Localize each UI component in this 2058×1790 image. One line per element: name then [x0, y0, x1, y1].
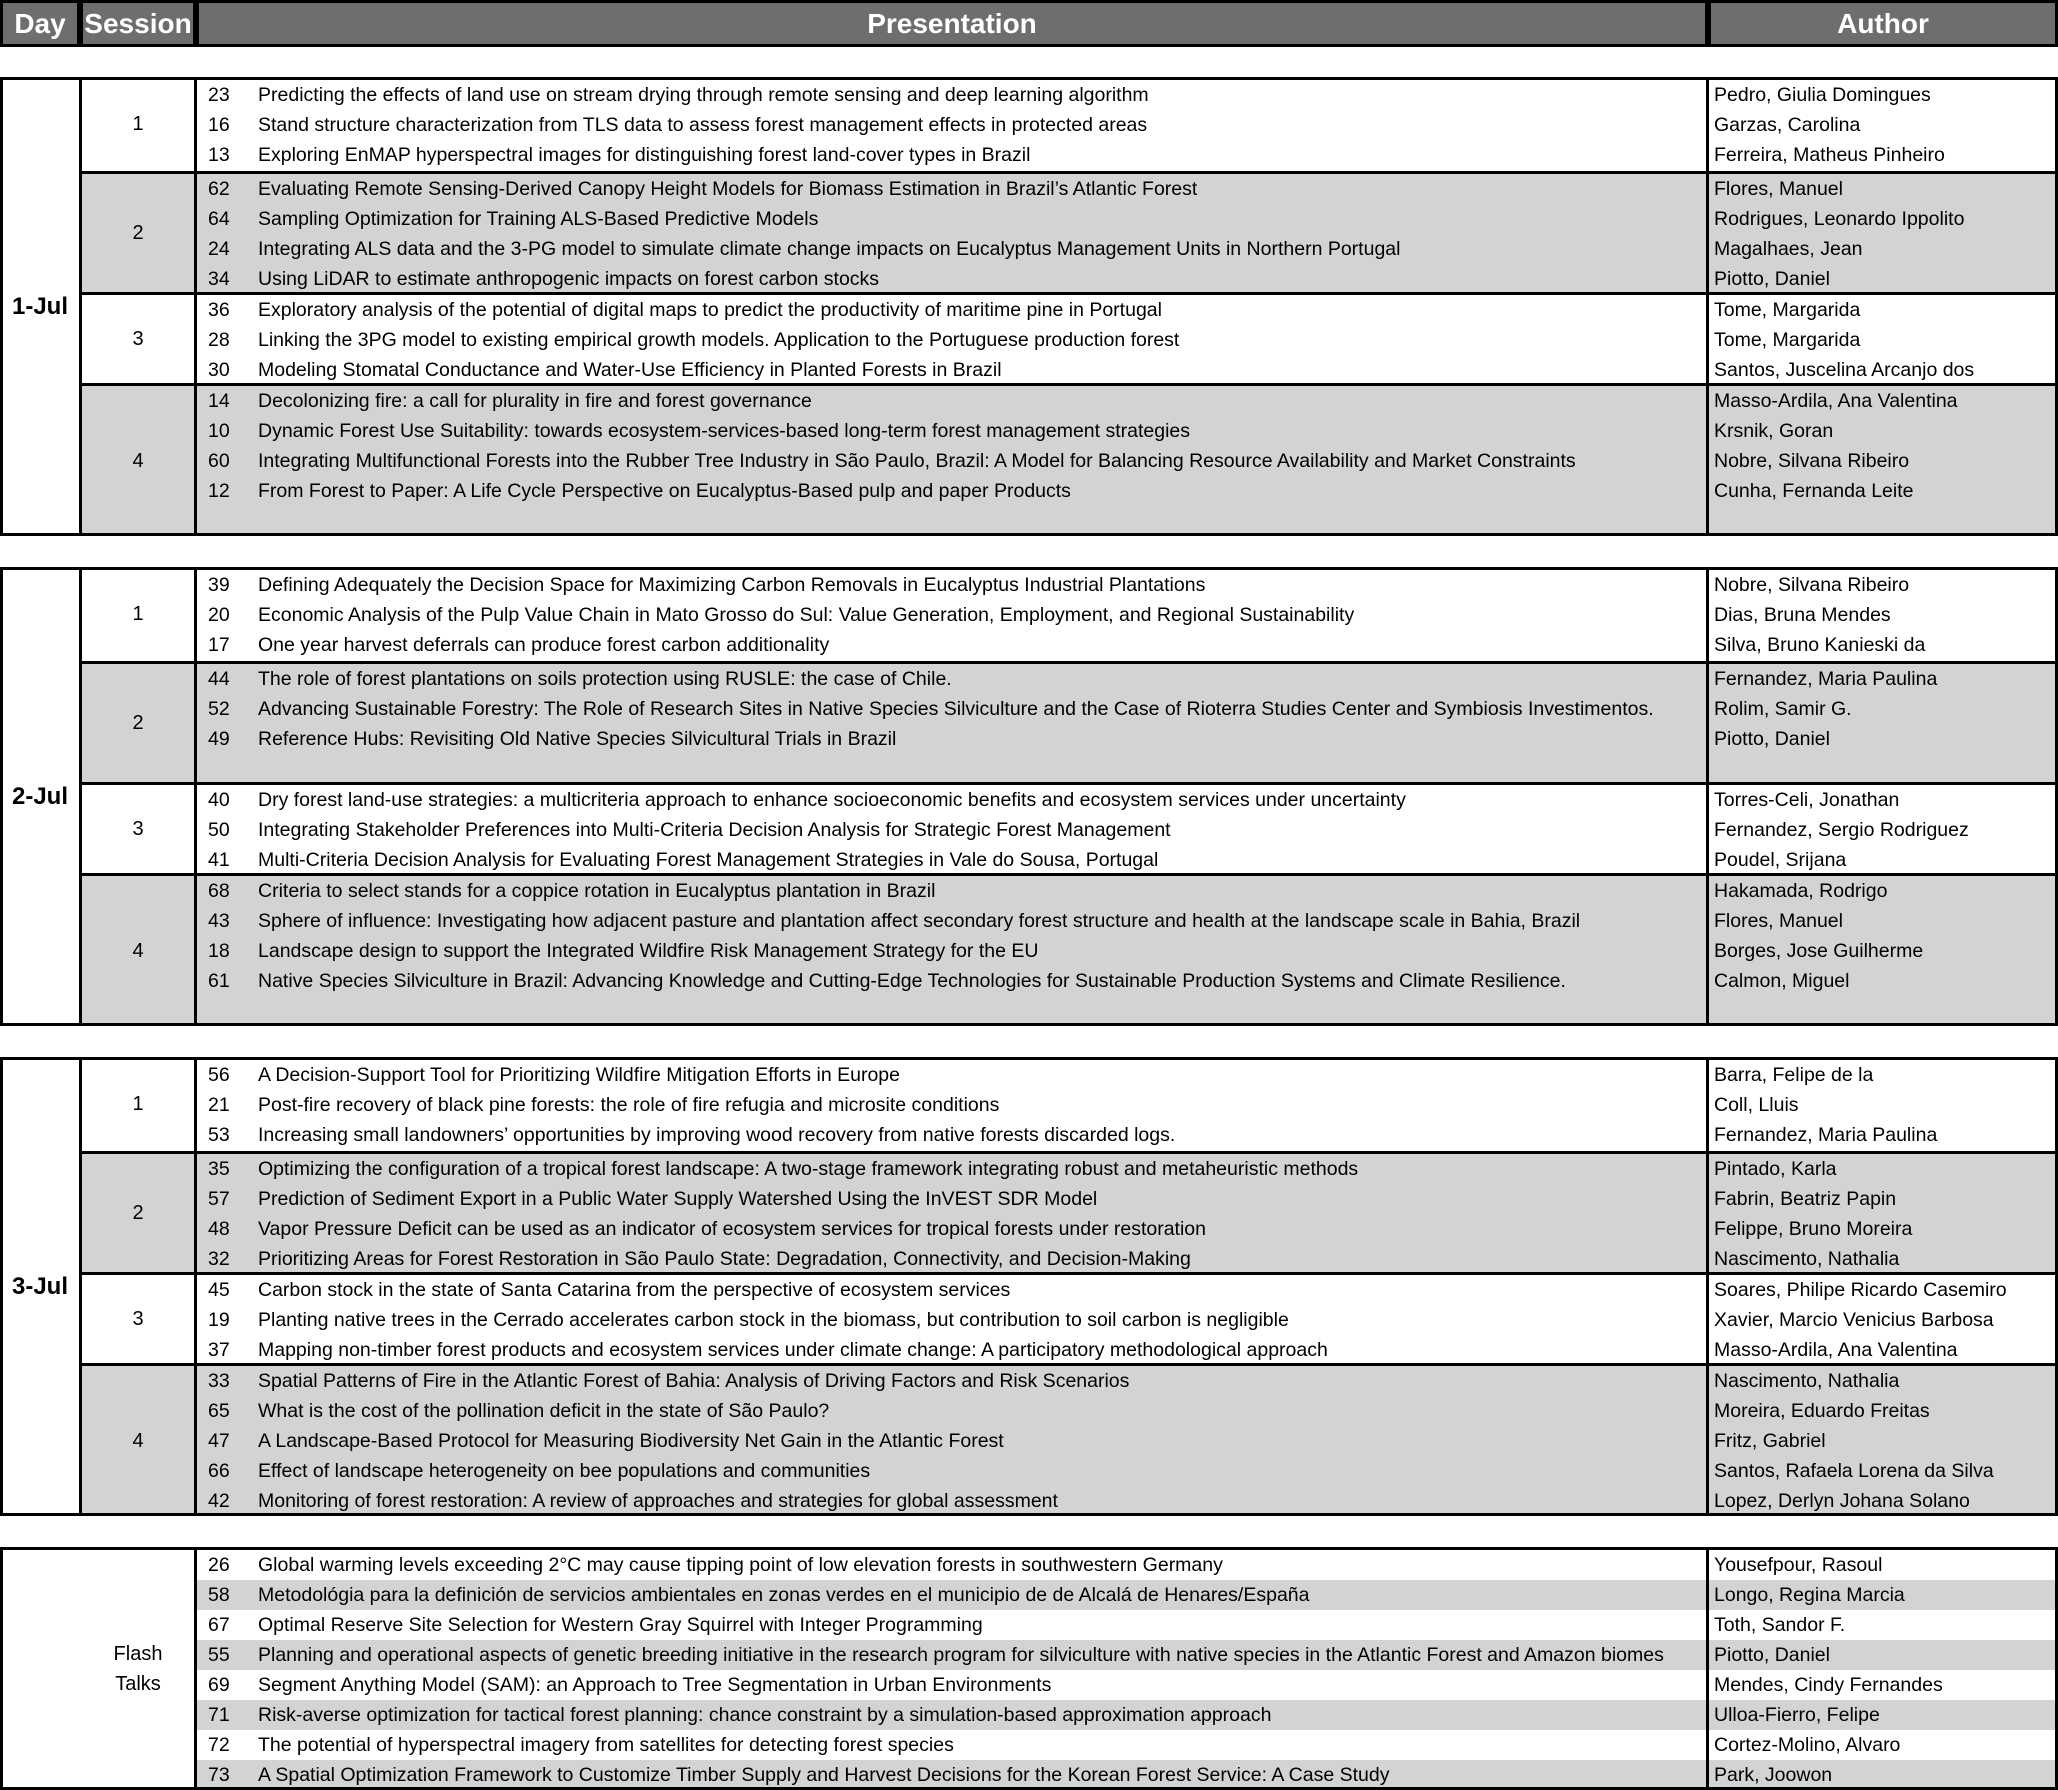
presentation-author: Nobre, Silvana Ribeiro [1714, 574, 1910, 596]
session-number: 2 [132, 221, 144, 244]
presentation-author: Fritz, Gabriel [1714, 1430, 1826, 1452]
column-divider [79, 1057, 82, 1516]
column-divider [1706, 1057, 1709, 1516]
session-group [80, 782, 2058, 873]
presentation-id: 65 [208, 1400, 230, 1422]
presentation-author: Moreira, Eduardo Freitas [1714, 1400, 1930, 1422]
presentation-author: Piotto, Daniel [1714, 1644, 1830, 1666]
table-row [196, 1335, 2058, 1365]
presentation-title: Integrating Stakeholder Preferences into Multi-Criteria Decision Analysis for Strategic Forest Management [258, 819, 1171, 841]
presentation-author: Cortez-Molino, Alvaro [1714, 1734, 1901, 1756]
presentation-id: 42 [208, 1490, 230, 1512]
presentation-title: Modeling Stomatal Conductance and Water-Use Efficiency in Planted Forests in Brazil [258, 359, 1002, 381]
session-group [80, 1151, 2058, 1272]
presentation-title: Planting native trees in the Cerrado accelerates carbon stock in the biomass, but contribution to soil carbon is negligible [258, 1309, 1289, 1331]
session-number: 4 [132, 939, 144, 962]
table-row [196, 446, 2058, 476]
table-row [196, 1214, 2058, 1244]
presentation-id: 39 [208, 574, 230, 596]
day-block [0, 77, 2058, 536]
presentation-author: Garzas, Carolina [1714, 114, 1861, 136]
presentation-id: 36 [208, 299, 230, 321]
presentation-id: 12 [208, 480, 230, 502]
presentation-title: Stand structure characterization from TLS data to assess forest management effects in protected areas [258, 114, 1148, 136]
table-row [196, 264, 2058, 294]
table-row [196, 110, 2058, 140]
presentation-author: Ferreira, Matheus Pinheiro [1714, 144, 1945, 166]
presentation-id: 69 [208, 1674, 230, 1696]
table-row [196, 1486, 2058, 1516]
presentation-author: Ulloa-Fierro, Felipe [1714, 1704, 1880, 1726]
presentation-author: Pedro, Giulia Domingues [1714, 84, 1931, 106]
presentation-title: Prioritizing Areas for Forest Restoration in São Paulo State: Degradation, Connectivity, and Decision-Making [258, 1248, 1191, 1270]
presentation-id: 56 [208, 1064, 230, 1086]
presentation-id: 24 [208, 238, 230, 260]
table-row [196, 174, 2058, 204]
presentation-title: Integrating Multifunctional Forests into the Rubber Tree Industry in São Paulo, Brazil: A Model for Balancing Resource Availability and Market Constraints [258, 450, 1576, 472]
presentation-author: Felippe, Bruno Moreira [1714, 1218, 1913, 1240]
presentation-title: Sphere of influence: Investigating how adjacent pasture and plantation affect secondary forest structure and health at the landscape scale in Bahia, Brazil [258, 910, 1581, 932]
presentation-title: Linking the 3PG model to existing empirical growth models. Application to the Portuguese production forest [258, 329, 1180, 351]
presentation-author: Hakamada, Rodrigo [1714, 880, 1888, 902]
presentation-author: Dias, Bruna Mendes [1714, 604, 1891, 626]
presentation-id: 18 [208, 940, 230, 962]
table-row [196, 476, 2058, 506]
table-row [196, 1760, 2058, 1790]
presentation-id: 19 [208, 1309, 230, 1331]
column-divider [79, 567, 82, 1026]
table-row [196, 386, 2058, 416]
table-row [196, 906, 2058, 936]
header-day: Day [0, 0, 80, 47]
presentation-id: 49 [208, 728, 230, 750]
presentation-title: Optimal Reserve Site Selection for Western Gray Squirrel with Integer Programming [258, 1614, 983, 1636]
table-row [196, 785, 2058, 815]
presentation-title: Planning and operational aspects of genetic breeding initiative in the research program for silviculture with native species in the Atlantic Forest and Amazon biomes [258, 1644, 1664, 1666]
presentation-author: Pintado, Karla [1714, 1158, 1837, 1180]
table-row [196, 1456, 2058, 1486]
table-row [196, 664, 2058, 694]
presentation-title: A Spatial Optimization Framework to Customize Timber Supply and Harvest Decisions for the Korean Forest Service: A Case Study [258, 1764, 1390, 1786]
session-number: 4 [132, 1429, 144, 1452]
table-row [196, 600, 2058, 630]
presentation-author: Silva, Bruno Kanieski da [1714, 634, 1926, 656]
presentation-author: Xavier, Marcio Venicius Barbosa [1714, 1309, 1994, 1331]
table-row [196, 295, 2058, 325]
presentation-id: 73 [208, 1764, 230, 1786]
column-divider [194, 567, 197, 1026]
presentation-title: Landscape design to support the Integrated Wildfire Risk Management Strategy for the EU [258, 940, 1039, 962]
presentation-id: 37 [208, 1339, 230, 1361]
presentation-author: Yousefpour, Rasoul [1714, 1554, 1883, 1576]
presentation-id: 61 [208, 970, 230, 992]
presentation-title: The role of forest plantations on soils protection using RUSLE: the case of Chile. [258, 668, 952, 690]
session-group [80, 567, 2058, 661]
presentation-id: 67 [208, 1614, 230, 1636]
presentation-title: Exploring EnMAP hyperspectral images for distinguishing forest land-cover types in Brazil [258, 144, 1031, 166]
presentation-id: 26 [208, 1554, 230, 1576]
table-row [196, 724, 2058, 754]
presentation-author: Rolim, Samir G. [1714, 698, 1852, 720]
presentation-title: Decolonizing fire: a call for plurality in fire and forest governance [258, 390, 812, 412]
table-row [196, 1670, 2058, 1700]
table-row [196, 325, 2058, 355]
presentation-title: Defining Adequately the Decision Space for Maximizing Carbon Removals in Eucalyptus Industrial Plantations [258, 574, 1206, 596]
flash-label-line1: Flash [113, 1642, 163, 1665]
presentation-author: Flores, Manuel [1714, 178, 1843, 200]
flash-label-line2: Talks [115, 1672, 161, 1695]
session-number: 1 [132, 1092, 144, 1115]
presentation-title: Global warming levels exceeding 2°C may cause tipping point of low elevation forests in southwestern Germany [258, 1554, 1223, 1576]
column-divider [194, 1547, 197, 1790]
table-row [196, 1244, 2058, 1274]
presentation-author: Piotto, Daniel [1714, 728, 1830, 750]
presentation-title: Monitoring of forest restoration: A review of approaches and strategies for global assessment [258, 1490, 1058, 1512]
presentation-title: What is the cost of the pollination deficit in the state of São Paulo? [258, 1400, 830, 1422]
presentation-title: Increasing small landowners’ opportunities by improving wood recovery from native forests discarded logs. [258, 1124, 1176, 1146]
presentation-author: Park, Joowon [1714, 1764, 1833, 1786]
column-divider [194, 77, 197, 536]
header-session: Session [80, 0, 196, 47]
presentation-author: Calmon, Miguel [1714, 970, 1850, 992]
presentation-title: Criteria to select stands for a coppice rotation in Eucalyptus plantation in Brazil [258, 880, 936, 902]
presentation-id: 50 [208, 819, 230, 841]
table-row [196, 1580, 2058, 1610]
presentation-id: 60 [208, 450, 230, 472]
presentation-id: 72 [208, 1734, 230, 1756]
table-row [196, 1396, 2058, 1426]
session-group [80, 77, 2058, 171]
presentation-title: Integrating ALS data and the 3-PG model to simulate climate change impacts on Eucalyptus Management Units in Northern Portugal [258, 238, 1401, 260]
presentation-title: Native Species Silviculture in Brazil: Advancing Knowledge and Cutting-Edge Technologies for Sustainable Production Systems and Climate Resilience. [258, 970, 1566, 992]
presentation-id: 13 [208, 144, 230, 166]
table-row [196, 1154, 2058, 1184]
presentation-id: 40 [208, 789, 230, 811]
presentation-title: Spatial Patterns of Fire in the Atlantic Forest of Bahia: Analysis of Driving Factors and Risk Scenarios [258, 1370, 1130, 1392]
table-row [196, 1366, 2058, 1396]
session-number: 2 [132, 1201, 144, 1224]
presentation-id: 68 [208, 880, 230, 902]
presentation-title: Metodológia para la definición de servicios ambientales en zonas verdes en el municipio de de Alcalá de Henares/España [258, 1584, 1310, 1606]
column-divider [1706, 1547, 1709, 1790]
presentation-author: Fernandez, Maria Paulina [1714, 668, 1938, 690]
table-row [196, 1120, 2058, 1150]
presentation-id: 47 [208, 1430, 230, 1452]
presentation-id: 57 [208, 1188, 230, 1210]
presentation-author: Borges, Jose Guilherme [1714, 940, 1924, 962]
day-label: 2-Jul [0, 567, 80, 1026]
presentation-title: Reference Hubs: Revisiting Old Native Species Silvicultural Trials in Brazil [258, 728, 897, 750]
presentation-title: Predicting the effects of land use on stream drying through remote sensing and deep learning algorithm [258, 84, 1149, 106]
table-row [196, 845, 2058, 875]
presentation-title: The potential of hyperspectral imagery from satellites for detecting forest species [258, 1734, 954, 1756]
presentation-title: Dynamic Forest Use Suitability: towards ecosystem-services-based long-term forest management strategies [258, 420, 1191, 442]
presentation-author: Masso-Ardila, Ana Valentina [1714, 390, 1958, 412]
table-row [196, 1090, 2058, 1120]
presentation-author: Santos, Rafaela Lorena da Silva [1714, 1460, 1994, 1482]
presentation-author: Piotto, Daniel [1714, 268, 1830, 290]
session-group [80, 171, 2058, 292]
presentation-id: 35 [208, 1158, 230, 1180]
presentation-title: Economic Analysis of the Pulp Value Chain in Mato Grosso do Sul: Value Generation, Employment, and Regional Sustainability [258, 604, 1355, 626]
presentation-title: Mapping non-timber forest products and ecosystem services under climate change: A participatory methodological approach [258, 1339, 1328, 1361]
presentation-author: Tome, Margarida [1714, 329, 1861, 351]
presentation-author: Fernandez, Sergio Rodriguez [1714, 819, 1969, 841]
table-row [196, 1184, 2058, 1214]
presentation-id: 32 [208, 1248, 230, 1270]
flash-talks-label [80, 1547, 196, 1790]
presentation-title: One year harvest deferrals can produce forest carbon additionality [258, 634, 830, 656]
session-number: 3 [132, 1307, 144, 1330]
table-row [196, 1426, 2058, 1456]
presentation-author: Lopez, Derlyn Johana Solano [1714, 1490, 1970, 1512]
presentation-author: Fabrin, Beatriz Papin [1714, 1188, 1897, 1210]
session-group [80, 1272, 2058, 1363]
presentation-title: Using LiDAR to estimate anthropogenic impacts on forest carbon stocks [258, 268, 880, 290]
session-group [80, 1363, 2058, 1516]
table-row [196, 1275, 2058, 1305]
presentation-id: 34 [208, 268, 230, 290]
presentation-title: Dry forest land-use strategies: a multicriteria approach to enhance socioeconomic benefits and ecosystem services under uncertainty [258, 789, 1406, 811]
presentation-id: 71 [208, 1704, 230, 1726]
column-divider [194, 1057, 197, 1516]
presentation-title: Optimizing the configuration of a tropical forest landscape: A two-stage framework integrating robust and metaheuristic methods [258, 1158, 1359, 1180]
column-divider [79, 77, 82, 536]
presentation-id: 20 [208, 604, 230, 626]
presentation-id: 62 [208, 178, 230, 200]
presentation-id: 53 [208, 1124, 230, 1146]
presentation-id: 43 [208, 910, 230, 932]
table-row [196, 936, 2058, 966]
table-row [196, 1730, 2058, 1760]
presentation-id: 55 [208, 1644, 230, 1666]
table-row [196, 204, 2058, 234]
session-group [80, 292, 2058, 383]
presentation-id: 64 [208, 208, 230, 230]
presentation-id: 30 [208, 359, 230, 381]
presentation-id: 45 [208, 1279, 230, 1301]
presentation-author: Soares, Philipe Ricardo Casemiro [1714, 1279, 2007, 1301]
presentation-title: Evaluating Remote Sensing-Derived Canopy Height Models for Biomass Estimation in Brazil’s Atlantic Forest [258, 178, 1198, 200]
table-row [196, 1305, 2058, 1335]
presentation-author: Mendes, Cindy Fernandes [1714, 1674, 1943, 1696]
presentation-author: Nascimento, Nathalia [1714, 1370, 1900, 1392]
session-number: 3 [132, 817, 144, 840]
presentation-author: Torres-Celi, Jonathan [1714, 789, 1900, 811]
presentation-title: Effect of landscape heterogeneity on bee populations and communities [258, 1460, 871, 1482]
presentation-author: Longo, Regina Marcia [1714, 1584, 1905, 1606]
presentation-id: 66 [208, 1460, 230, 1482]
presentation-author: Santos, Juscelina Arcanjo dos [1714, 359, 1975, 381]
presentation-id: 28 [208, 329, 230, 351]
session-group [80, 661, 2058, 782]
day-block [0, 1057, 2058, 1516]
day-label: 3-Jul [0, 1057, 80, 1516]
table-row [196, 966, 2058, 996]
presentation-title: Carbon stock in the state of Santa Catarina from the perspective of ecosystem services [258, 1279, 1011, 1301]
presentation-title: Segment Anything Model (SAM): an Approach to Tree Segmentation in Urban Environments [258, 1674, 1052, 1696]
table-row [196, 1550, 2058, 1580]
session-group [80, 873, 2058, 1026]
presentation-author: Masso-Ardila, Ana Valentina [1714, 1339, 1958, 1361]
presentation-title: Sampling Optimization for Training ALS-Based Predictive Models [258, 208, 819, 230]
table-row [196, 815, 2058, 845]
presentation-author: Fernandez, Maria Paulina [1714, 1124, 1938, 1146]
presentation-author: Rodrigues, Leonardo Ippolito [1714, 208, 1965, 230]
presentation-id: 58 [208, 1584, 230, 1606]
table-row [196, 570, 2058, 600]
presentation-id: 44 [208, 668, 230, 690]
presentation-author: Tome, Margarida [1714, 299, 1861, 321]
table-row [196, 630, 2058, 660]
presentation-author: Flores, Manuel [1714, 910, 1843, 932]
presentation-id: 52 [208, 698, 230, 720]
presentation-title: Exploratory analysis of the potential of digital maps to predict the productivity of maritime pine in Portugal [258, 299, 1162, 321]
presentation-id: 41 [208, 849, 230, 871]
session-group [80, 383, 2058, 536]
presentation-author: Poudel, Srijana [1714, 849, 1847, 871]
presentation-id: 10 [208, 420, 230, 442]
column-divider [1706, 567, 1709, 1026]
table-row [196, 1700, 2058, 1730]
session-group [80, 1057, 2058, 1151]
day-block [0, 567, 2058, 1026]
presentation-author: Nascimento, Nathalia [1714, 1248, 1900, 1270]
table-row [196, 140, 2058, 170]
presentation-author: Nobre, Silvana Ribeiro [1714, 450, 1910, 472]
header-presentation: Presentation [196, 0, 1708, 47]
presentation-title: Advancing Sustainable Forestry: The Role of Research Sites in Native Species Silviculture and the Case of Rioterra Studies Center and Symbiosis Investimentos. [258, 698, 1654, 720]
presentation-author: Cunha, Fernanda Leite [1714, 480, 1914, 502]
presentation-title: Vapor Pressure Deficit can be used as an indicator of ecosystem services for tropical forests under restoration [258, 1218, 1206, 1240]
presentation-title: A Landscape-Based Protocol for Measuring Biodiversity Net Gain in the Atlantic Forest [258, 1430, 1004, 1452]
presentation-id: 14 [208, 390, 230, 412]
presentation-author: Toth, Sandor F. [1714, 1614, 1846, 1636]
header-author: Author [1708, 0, 2058, 47]
presentation-title: From Forest to Paper: A Life Cycle Perspective on Eucalyptus-Based pulp and paper Products [258, 480, 1071, 502]
presentation-author: Barra, Felipe de la [1714, 1064, 1874, 1086]
day-label: 1-Jul [0, 77, 80, 536]
session-number: 3 [132, 327, 144, 350]
presentation-id: 33 [208, 1370, 230, 1392]
session-number: 1 [132, 112, 144, 135]
presentation-id: 17 [208, 634, 230, 656]
table-row [196, 1640, 2058, 1670]
presentation-title: Multi-Criteria Decision Analysis for Evaluating Forest Management Strategies in Vale do Sousa, Portugal [258, 849, 1159, 871]
presentation-id: 48 [208, 1218, 230, 1240]
presentation-id: 23 [208, 84, 230, 106]
presentation-title: Post-fire recovery of black pine forests: the role of fire refugia and microsite conditions [258, 1094, 1000, 1116]
session-number: 1 [132, 602, 144, 625]
session-number: 4 [132, 449, 144, 472]
table-row [196, 80, 2058, 110]
table-row [196, 1610, 2058, 1640]
table-row [196, 1060, 2058, 1090]
presentation-title: A Decision-Support Tool for Prioritizing Wildfire Mitigation Efforts in Europe [258, 1064, 900, 1086]
table-row [196, 355, 2058, 385]
flash-talks-block [0, 1547, 2058, 1790]
table-row [196, 876, 2058, 906]
presentation-id: 16 [208, 114, 230, 136]
presentation-title: Prediction of Sediment Export in a Public Water Supply Watershed Using the InVEST SDR Model [258, 1188, 1098, 1210]
table-row [196, 694, 2058, 724]
session-number: 2 [132, 711, 144, 734]
presentation-author: Krsnik, Goran [1714, 420, 1834, 442]
table-row [196, 234, 2058, 264]
presentation-author: Magalhaes, Jean [1714, 238, 1863, 260]
presentation-author: Coll, Lluis [1714, 1094, 1799, 1116]
table-row [196, 416, 2058, 446]
presentation-id: 21 [208, 1094, 230, 1116]
presentation-title: Risk-averse optimization for tactical forest planning: chance constraint by a simulation-based approximation approach [258, 1704, 1272, 1726]
column-divider [1706, 77, 1709, 536]
